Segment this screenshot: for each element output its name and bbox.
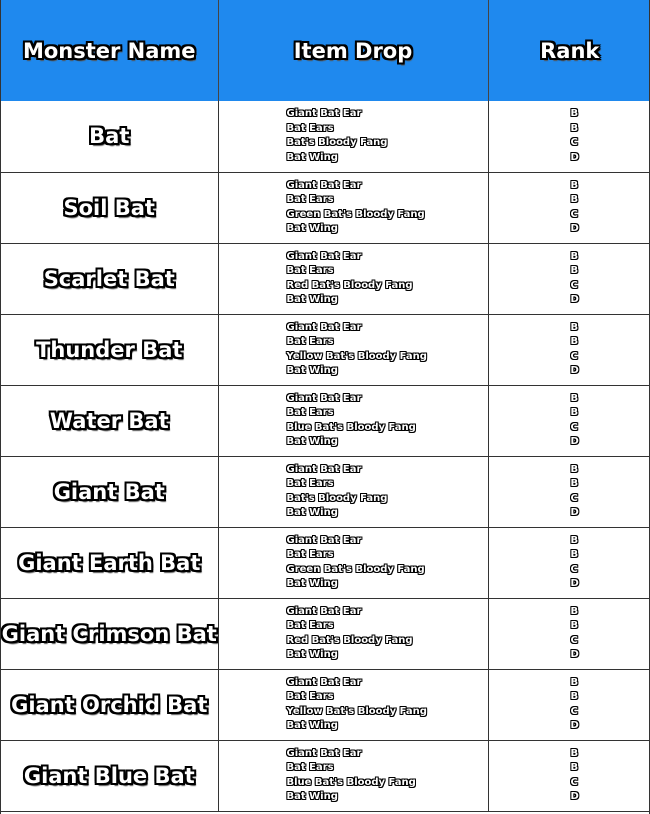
rank-list [571, 107, 650, 165]
item-drop-entry: Bat Ears [286, 478, 334, 489]
rank-entry: D [570, 436, 579, 447]
rank-entry: B [570, 194, 579, 205]
table-row [1, 740, 650, 811]
item-drop-entry: Bat Wing [286, 436, 338, 447]
item-drop-cell [218, 172, 488, 243]
rank-entry: D [570, 294, 579, 305]
item-drop-list [287, 107, 488, 165]
rank-entry: B [570, 179, 579, 191]
item-drop-entry: Giant Bat Ear [286, 605, 362, 617]
rank-cell [488, 172, 650, 243]
header-rank: Rank [540, 38, 600, 63]
item-drop-entry: Bat Wing [286, 791, 338, 802]
rank-entry: B [570, 122, 579, 134]
item-drop-cell [218, 314, 488, 385]
monster-name-cell: Giant Crimson Bat [1, 598, 218, 669]
rank-cell [488, 669, 650, 740]
item-drop-entry: Bat Wing [286, 720, 338, 731]
rank-entry: B [570, 392, 579, 404]
item-drop-entry: Bat Ears [286, 122, 334, 134]
item-drop-entry: Red Bat's Bloody Fang [286, 634, 413, 646]
monster-name-cell: Thunder Bat [1, 314, 218, 385]
rank-list [571, 250, 650, 308]
header-item-drop: Item Drop [218, 0, 488, 101]
table-row [1, 527, 650, 598]
monster-name-cell: Water Bat [1, 385, 218, 456]
rank-entry: D [570, 365, 579, 376]
rank-entry: B [570, 620, 579, 631]
item-drop-entry: Bat Wing [286, 294, 338, 305]
rank-entry: C [570, 279, 578, 291]
table-header [1, 0, 650, 101]
rank-entry: C [570, 492, 578, 504]
item-drop-cell [218, 598, 488, 669]
monster-name-cell: Giant Blue Bat [1, 740, 218, 811]
rank-list [571, 321, 650, 379]
item-drop-entry: Bat Ears [286, 265, 334, 276]
rank-entry: B [570, 463, 579, 475]
rank-entry: C [570, 421, 578, 433]
rank-entry: C [570, 705, 578, 717]
rank-entry: D [570, 649, 579, 660]
item-drop-entry: Giant Bat Ear [286, 392, 362, 404]
monster-name-cell: Bat [1, 101, 218, 172]
table-row [1, 101, 650, 172]
rank-cell [488, 456, 650, 527]
rank-cell [488, 740, 650, 811]
rank-list [571, 392, 650, 450]
rank-cell [488, 385, 650, 456]
rank-cell [488, 243, 650, 314]
table-row [1, 172, 650, 243]
rank-entry: B [570, 762, 579, 773]
rank-entry: D [570, 507, 579, 518]
rank-entry: B [570, 265, 579, 276]
rank-entry: B [570, 676, 579, 688]
rank-entry: B [570, 747, 579, 759]
rank-entry: B [570, 407, 579, 418]
monster-name-cell: Scarlet Bat [1, 243, 218, 314]
item-drop-entry: Bat Ears [286, 691, 334, 702]
item-drop-entry: Giant Bat Ear [286, 676, 362, 688]
item-drop-list [287, 605, 488, 663]
rank-entry: B [570, 108, 579, 120]
item-drop-entry: Yellow Bat's Bloody Fang [286, 350, 427, 362]
monster-drop-table [1, 0, 650, 812]
item-drop-list [287, 179, 488, 237]
header-monster-name: Monster Name [1, 0, 218, 101]
item-drop-entry: Giant Bat Ear [286, 534, 362, 546]
table-row [1, 314, 650, 385]
rank-cell [488, 314, 650, 385]
rank-entry: B [570, 691, 579, 702]
item-drop-list [287, 392, 488, 450]
rank-entry: B [570, 605, 579, 617]
item-drop-entry: Giant Bat Ear [286, 321, 362, 333]
rank-entry: B [570, 478, 579, 489]
rank-entry: C [570, 137, 578, 149]
item-drop-entry: Bat Ears [286, 762, 334, 773]
table-body [1, 101, 650, 811]
item-drop-cell [218, 101, 488, 172]
item-drop-list [287, 676, 488, 734]
rank-entry: B [570, 336, 579, 347]
item-drop-list [287, 321, 488, 379]
rank-list [571, 676, 650, 734]
item-drop-list [287, 463, 488, 521]
table-row [1, 456, 650, 527]
monster-name-cell: Giant Bat [1, 456, 218, 527]
item-drop-entry: Giant Bat Ear [286, 108, 362, 120]
item-drop-entry: Bat Ears [286, 549, 334, 560]
item-drop-entry: Bat Ears [286, 620, 334, 631]
item-drop-entry: Giant Bat Ear [286, 250, 362, 262]
item-drop-entry: Blue Bat's Bloody Fang [286, 421, 416, 433]
item-drop-cell [218, 456, 488, 527]
item-drop-cell [218, 740, 488, 811]
rank-entry: B [570, 534, 579, 546]
item-drop-entry: Bat Ears [286, 194, 334, 205]
header-row [1, 0, 650, 101]
item-drop-entry: Bat Wing [286, 151, 338, 163]
item-drop-entry: Bat Wing [286, 649, 338, 660]
rank-entry: C [570, 208, 578, 220]
item-drop-entry: Bat Wing [286, 365, 338, 376]
rank-list [571, 179, 650, 237]
rank-entry: C [570, 776, 578, 788]
item-drop-cell [218, 385, 488, 456]
item-drop-cell [218, 669, 488, 740]
table-row [1, 385, 650, 456]
item-drop-entry: Yellow Bat's Bloody Fang [286, 705, 427, 717]
item-drop-entry: Bat Wing [286, 223, 338, 234]
rank-list [571, 605, 650, 663]
rank-cell [488, 527, 650, 598]
rank-entry: D [570, 791, 579, 802]
item-drop-entry: Red Bat's Bloody Fang [286, 279, 413, 291]
rank-entry: C [570, 350, 578, 362]
rank-entry: C [570, 634, 578, 646]
item-drop-list [287, 747, 488, 805]
rank-entry: B [570, 321, 579, 333]
item-drop-list [287, 534, 488, 592]
table-row [1, 243, 650, 314]
item-drop-entry: Bat Ears [286, 407, 334, 418]
item-drop-entry: Bat's Bloody Fang [286, 137, 388, 149]
rank-entry: D [570, 720, 579, 731]
item-drop-cell [218, 527, 488, 598]
rank-entry: B [570, 549, 579, 560]
rank-entry: C [570, 563, 578, 575]
table-row [1, 598, 650, 669]
item-drop-entry: Giant Bat Ear [286, 463, 362, 475]
item-drop-entry: Blue Bat's Bloody Fang [286, 776, 416, 788]
item-drop-entry: Green Bat's Bloody Fang [286, 208, 425, 220]
rank-list [571, 534, 650, 592]
item-drop-cell [218, 243, 488, 314]
item-drop-list [287, 250, 488, 308]
item-drop-entry: Green Bat's Bloody Fang [286, 563, 425, 575]
rank-entry: B [570, 250, 579, 262]
rank-entry: D [570, 578, 579, 589]
monster-name-cell: Soil Bat [1, 172, 218, 243]
rank-list [571, 747, 650, 805]
item-drop-entry: Bat Wing [286, 578, 338, 589]
rank-list [571, 463, 650, 521]
item-drop-entry: Bat Ears [286, 336, 334, 347]
rank-cell [488, 598, 650, 669]
monster-name-cell: Giant Orchid Bat [1, 669, 218, 740]
item-drop-entry: Giant Bat Ear [286, 747, 362, 759]
rank-entry: D [570, 223, 579, 234]
monster-name-cell: Giant Earth Bat [1, 527, 218, 598]
rank-cell [488, 101, 650, 172]
rank-entry: D [570, 151, 579, 163]
item-drop-entry: Bat's Bloody Fang [286, 492, 388, 504]
item-drop-entry: Bat Wing [286, 507, 338, 518]
table-row [1, 669, 650, 740]
item-drop-entry: Giant Bat Ear [286, 179, 362, 191]
